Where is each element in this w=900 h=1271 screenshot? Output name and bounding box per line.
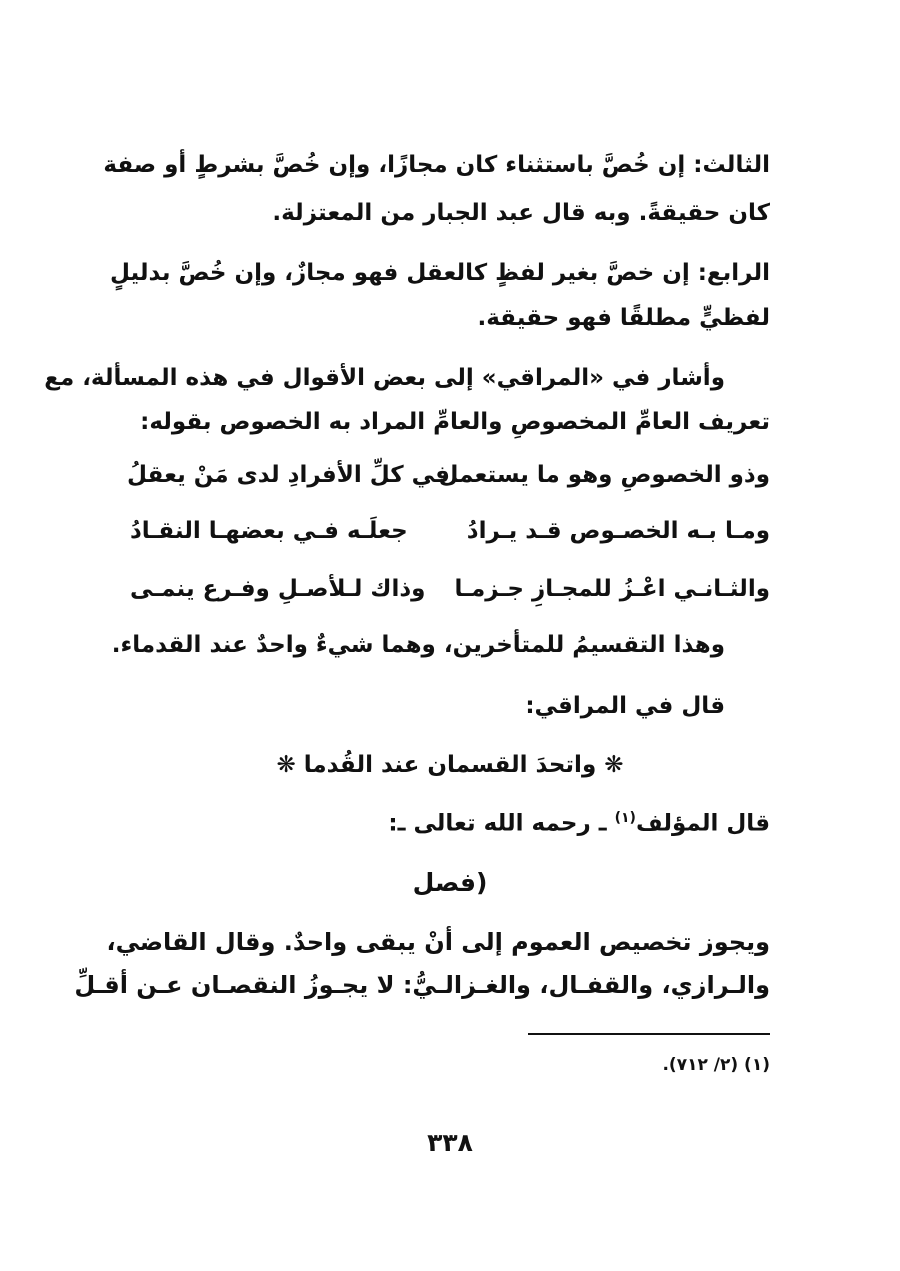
paragraph-qala-fi-maraqi: قال في المراقي: — [525, 693, 725, 719]
star-verse: ❋ واتحدَ القسمان عند القُدما ❋ — [276, 752, 624, 778]
label-third: الثالث: — [693, 152, 770, 178]
page-number: ٣٣٨ — [427, 1128, 473, 1157]
label-fourth: الرابع: — [697, 260, 770, 286]
verse-2-second-hemistich: جعلَـه فـي بعضهـا النقـادُ — [130, 518, 408, 544]
paragraph-maraqi-line-1: وأشار في «المراقي» إلى بعض الأقوال في هذه المسألة، مع — [44, 365, 725, 391]
footnote-marker: (١) — [614, 810, 636, 826]
footnote-divider — [528, 1033, 770, 1035]
author-before: قال المؤلف — [635, 810, 770, 837]
verse-3-first-hemistich: والثـانـي اعْـزُ للمجـازِ جـزمـا — [454, 576, 770, 602]
author-line — [388, 810, 770, 837]
paragraph-fourth-line-1 — [110, 258, 770, 288]
paragraph-third-line-1 — [103, 150, 770, 180]
verse-3-second-hemistich: وذاك لـلأصـلِ وفـرع ينمـى — [130, 576, 426, 602]
paragraph-takhsis-line-2: والـرازي، والقفـال، والغـزالـيُّ: لا يجـوزُ النقصـان عـن أقـلِّ — [74, 971, 770, 999]
paragraph-division: وهذا التقسيمُ للمتأخرين، وهما شيءٌ واحدٌ عند القدماء. — [111, 632, 725, 658]
section-title: (فصل — [412, 868, 488, 897]
paragraph-takhsis-line-1: ويجوز تخصيص العموم إلى أنْ يبقى واحدٌ. وقال القاضي، — [106, 928, 770, 956]
text-third-1: إن خُصَّ باستثناء كان مجازًا، وإن خُصَّ بشرطٍ أو صفة — [103, 152, 686, 178]
footnote-text: (١) (٢/ ٧١٢). — [662, 1055, 770, 1075]
verse-2-first-hemistich: ومـا بـه الخصـوص قـد يـرادُ — [466, 518, 770, 544]
paragraph-fourth-line-2: لفظيٍّ مطلقًا فهو حقيقة. — [477, 305, 770, 331]
paragraph-maraqi-line-2: تعريف العامِّ المخصوصِ والعامِّ المراد به الخصوص بقوله: — [140, 409, 770, 435]
paragraph-third-line-2: كان حقيقةً. وبه قال عبد الجبار من المعتزلة. — [272, 200, 770, 226]
verse-1-second-hemistich: في كلِّ الأفرادِ لدى مَنْ يعقلُ — [127, 462, 450, 488]
text-fourth-1: إن خصَّ بغير لفظٍ كالعقل فهو مجازٌ، وإن خُصَّ بدليلٍ — [110, 260, 690, 286]
author-after: ـ رحمه الله تعالى ـ: — [388, 810, 607, 837]
verse-1-first-hemistich: وذو الخصوصِ وهو ما يستعمل — [438, 462, 770, 488]
